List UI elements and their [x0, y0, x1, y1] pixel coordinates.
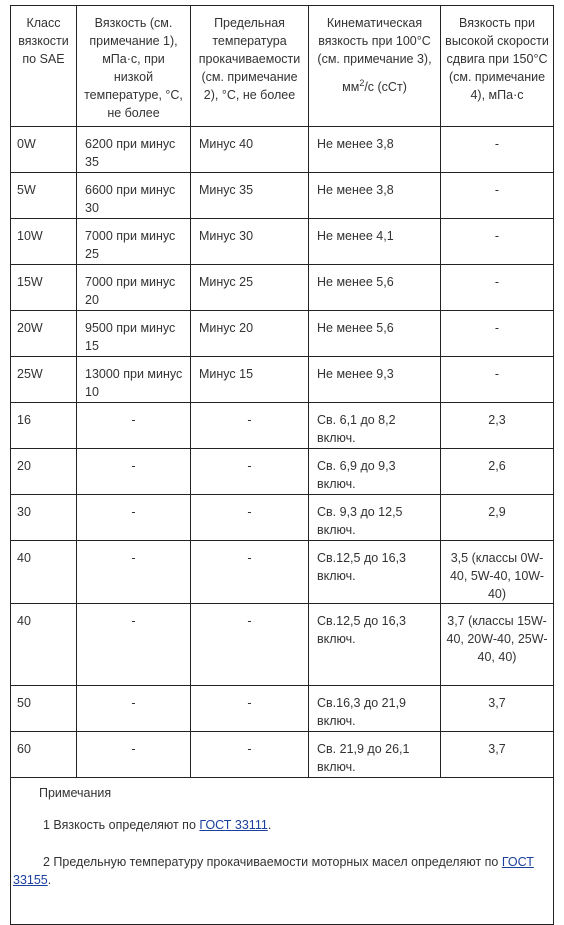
cell-sae-class: 40: [11, 541, 77, 604]
cell-pumping-temperature: -: [191, 541, 309, 604]
header-row: [11, 6, 554, 127]
cell-pumping-temperature: Минус 30: [191, 219, 309, 265]
cell-kinematic-viscosity: Св. 6,1 до 8,2 включ.: [309, 403, 441, 449]
cell-kinematic-viscosity: Св. 21,9 до 26,1 включ.: [309, 732, 441, 778]
cell-hths-viscosity: -: [441, 219, 554, 265]
note-2-end: .: [47, 873, 52, 887]
cell-hths-viscosity: -: [441, 265, 554, 311]
cell-kinematic-viscosity: Св. 9,3 до 12,5 включ.: [309, 495, 441, 541]
table-row: [11, 357, 554, 403]
cell-sae-class: 15W: [11, 265, 77, 311]
table-row: [11, 541, 554, 604]
header-kinematic-unit: [313, 74, 436, 96]
note-1-end: .: [267, 818, 272, 832]
cell-pumping-temperature: -: [191, 449, 309, 495]
cell-low-temp-viscosity: 7000 при минус 20: [77, 265, 191, 311]
header-sae-class: Класс вязкости по SAE: [11, 6, 77, 127]
cell-hths-viscosity: 3,7 (классы 15W-40, 20W-40, 25W-40, 40): [441, 604, 554, 686]
cell-hths-viscosity: 2,3: [441, 403, 554, 449]
cell-kinematic-viscosity: Св.12,5 до 16,3 включ.: [309, 541, 441, 604]
table-row: [11, 686, 554, 732]
cell-kinematic-viscosity: Св.16,3 до 21,9 включ.: [309, 686, 441, 732]
table-row: [11, 732, 554, 778]
cell-low-temp-viscosity: -: [77, 403, 191, 449]
header-low-temp-viscosity: Вязкость (см. примечание 1), мПа·с, при низкой температуре, °С, не более: [77, 6, 191, 127]
cell-low-temp-viscosity: 9500 при минус 15: [77, 311, 191, 357]
cell-low-temp-viscosity: -: [77, 495, 191, 541]
cell-hths-viscosity: -: [441, 173, 554, 219]
unit-superscript: 2: [359, 78, 365, 88]
cell-hths-viscosity: -: [441, 127, 554, 173]
notes-cell: [11, 778, 554, 925]
cell-pumping-temperature: Минус 35: [191, 173, 309, 219]
cell-kinematic-viscosity: Не менее 3,8: [309, 173, 441, 219]
cell-kinematic-viscosity: Не менее 9,3: [309, 357, 441, 403]
cell-pumping-temperature: -: [191, 403, 309, 449]
cell-hths-viscosity: 2,9: [441, 495, 554, 541]
cell-sae-class: 5W: [11, 173, 77, 219]
cell-sae-class: 60: [11, 732, 77, 778]
note-1-text: 1 Вязкость определяют по: [43, 818, 200, 832]
cell-pumping-temperature: -: [191, 732, 309, 778]
cell-pumping-temperature: -: [191, 686, 309, 732]
cell-low-temp-viscosity: -: [77, 449, 191, 495]
cell-sae-class: 0W: [11, 127, 77, 173]
unit-base: мм: [342, 80, 360, 95]
cell-pumping-temperature: -: [191, 495, 309, 541]
table-row: [11, 127, 554, 173]
cell-low-temp-viscosity: 13000 при минус 10: [77, 357, 191, 403]
cell-kinematic-viscosity: Не менее 5,6: [309, 265, 441, 311]
gost-33155-link[interactable]: ГОСТ 33155: [13, 855, 534, 887]
cell-hths-viscosity: 3,5 (классы 0W-40, 5W-40, 10W-40): [441, 541, 554, 604]
note-2-text: 2 Предельную температуру прокачиваемости моторных масел определяют по: [43, 855, 502, 869]
table-row: [11, 219, 554, 265]
cell-pumping-temperature: Минус 40: [191, 127, 309, 173]
cell-low-temp-viscosity: 6200 при минус 35: [77, 127, 191, 173]
cell-kinematic-viscosity: Не менее 3,8: [309, 127, 441, 173]
table-row: [11, 495, 554, 541]
unit-rest: /с (сСт): [364, 80, 407, 95]
cell-hths-viscosity: 3,7: [441, 686, 554, 732]
cell-pumping-temperature: Минус 25: [191, 265, 309, 311]
cell-low-temp-viscosity: -: [77, 732, 191, 778]
cell-kinematic-viscosity: Не менее 5,6: [309, 311, 441, 357]
gost-33111-link[interactable]: ГОСТ 33111: [199, 818, 268, 832]
table-row: [11, 311, 554, 357]
cell-low-temp-viscosity: 6600 при минус 30: [77, 173, 191, 219]
notes-title: Примечания: [39, 786, 112, 800]
cell-pumping-temperature: -: [191, 604, 309, 686]
cell-pumping-temperature: Минус 15: [191, 357, 309, 403]
cell-hths-viscosity: 2,6: [441, 449, 554, 495]
table-row: [11, 403, 554, 449]
cell-low-temp-viscosity: 7000 при минус 25: [77, 219, 191, 265]
header-hths-viscosity: Вязкость при высокой скорости сдвига при 150°С (см. примечание 4), мПа·с: [441, 6, 554, 127]
cell-kinematic-viscosity: Не менее 4,1: [309, 219, 441, 265]
cell-sae-class: 30: [11, 495, 77, 541]
cell-sae-class: 10W: [11, 219, 77, 265]
cell-pumping-temperature: Минус 20: [191, 311, 309, 357]
header-kinematic-text: Кинематическая вязкость при 100°С (см. примечание 3),: [317, 16, 432, 66]
notes-row: [11, 778, 554, 925]
cell-sae-class: 20W: [11, 311, 77, 357]
header-kinematic-viscosity: [309, 6, 441, 127]
sae-viscosity-table: [10, 5, 554, 925]
note-1: [13, 816, 543, 834]
header-pumping-temperature: Предельная температура прокачиваемости (см. примечание 2), °С, не более: [191, 6, 309, 127]
cell-hths-viscosity: -: [441, 311, 554, 357]
cell-sae-class: 20: [11, 449, 77, 495]
cell-low-temp-viscosity: -: [77, 604, 191, 686]
cell-low-temp-viscosity: -: [77, 541, 191, 604]
cell-low-temp-viscosity: -: [77, 686, 191, 732]
cell-sae-class: 16: [11, 403, 77, 449]
cell-sae-class: 40: [11, 604, 77, 686]
cell-kinematic-viscosity: Св.12,5 до 16,3 включ.: [309, 604, 441, 686]
cell-sae-class: 50: [11, 686, 77, 732]
table-row: [11, 604, 554, 686]
cell-hths-viscosity: 3,7: [441, 732, 554, 778]
note-2: [13, 853, 543, 889]
table-row: [11, 173, 554, 219]
table-row: [11, 449, 554, 495]
cell-kinematic-viscosity: Св. 6,9 до 9,3 включ.: [309, 449, 441, 495]
table-row: [11, 265, 554, 311]
cell-hths-viscosity: -: [441, 357, 554, 403]
cell-sae-class: 25W: [11, 357, 77, 403]
